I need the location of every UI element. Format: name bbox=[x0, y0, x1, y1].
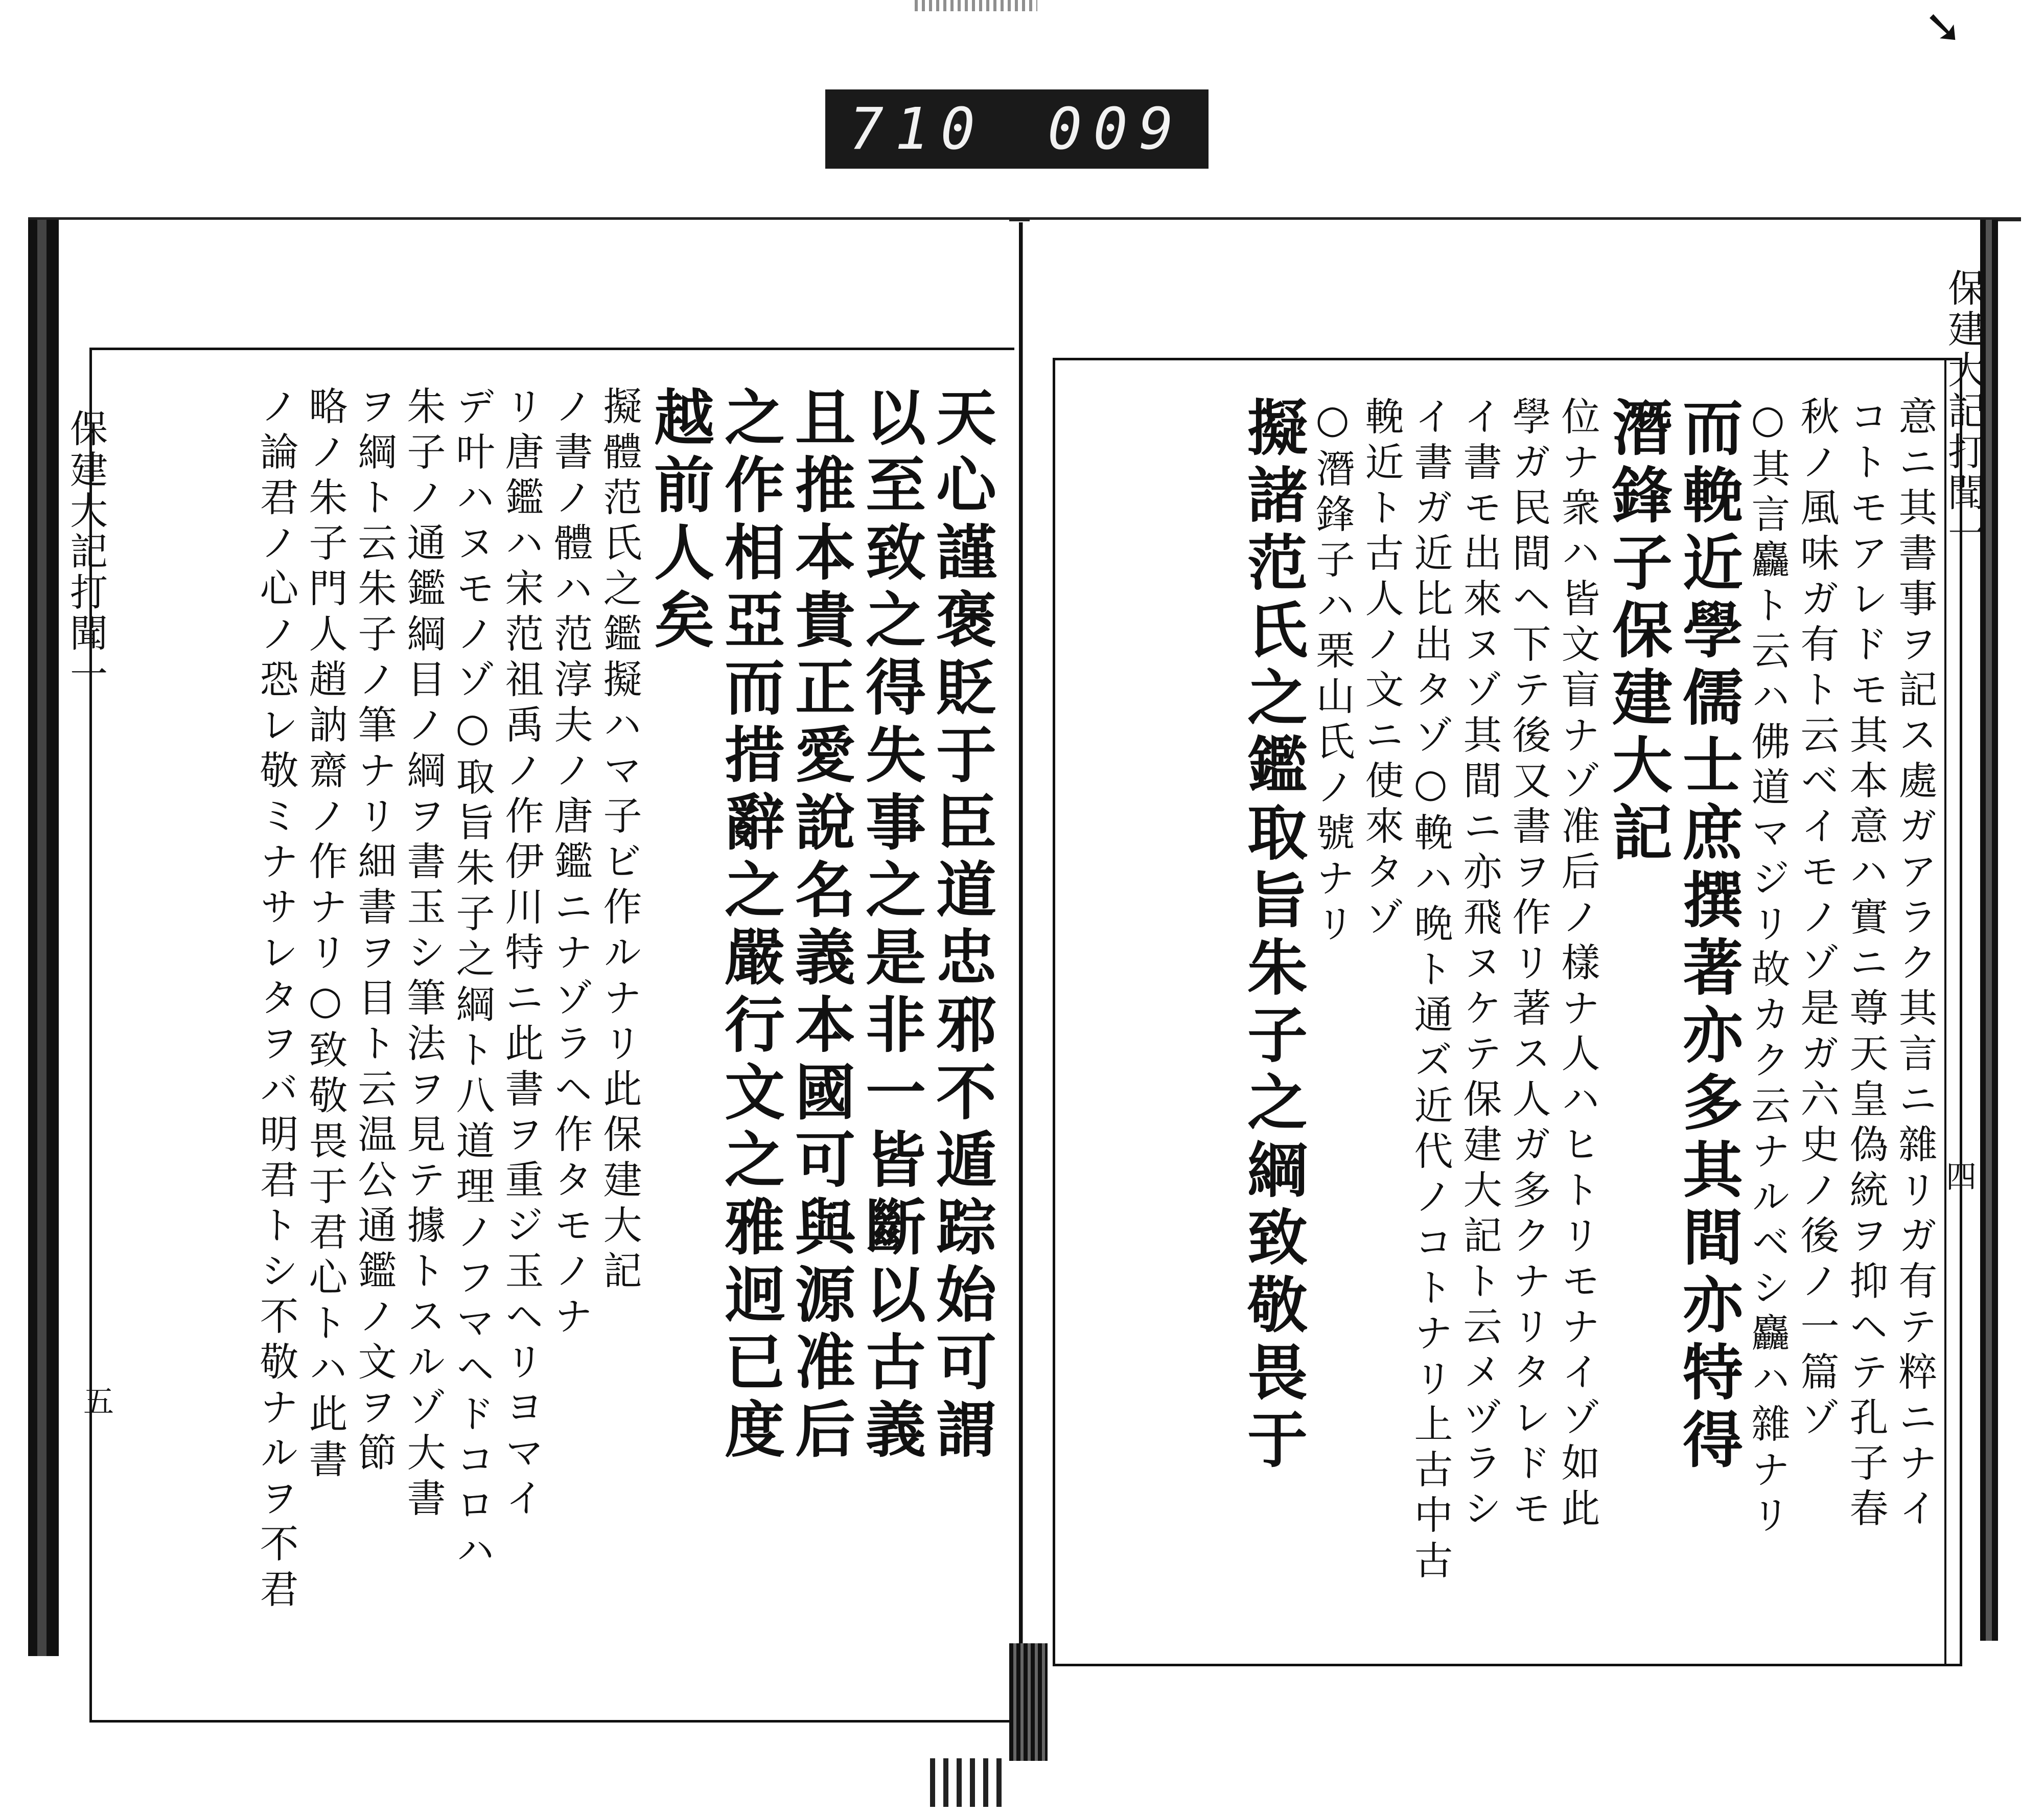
main-text-column: 而輓近學儒士庶撰著亦多其間亦特得 bbox=[1673, 396, 1744, 1476]
book-gutter bbox=[1014, 222, 1030, 1694]
main-text-column: 擬諸范氏之鑑取旨朱子之綱致敬畏于 bbox=[1237, 396, 1308, 1476]
commentary-column: 位ナ衆ハ皆文盲ナゾ准后ノ樣ナ人ハヒトリモナイゾ如此 bbox=[1555, 396, 1600, 1533]
commentary-column: 輓近ト古人ノ文ニ使來タゾ bbox=[1359, 396, 1404, 942]
main-text-column: 之作相亞而措辭之嚴行文之雅迥已度 bbox=[714, 386, 785, 1465]
main-text-column: 天心謹褒貶于臣道忠邪不遁踪始可謂 bbox=[926, 386, 997, 1465]
main-text-column: 越前人矣 bbox=[644, 386, 715, 656]
commentary-column: ヲ綱ト云朱子ノ筆ナリ細書ヲ目ト云温公通鑑ノ文ヲ節 bbox=[352, 386, 397, 1478]
commentary-column: リ唐鑑ハ宋范祖禹ノ作伊川特ニ此書ヲ重ジ玉ヘリヨマイ bbox=[499, 386, 544, 1523]
commentary-column: 朱子ノ通鑑綱目ノ綱ヲ書玉シ筆法ヲ見テ據トスルゾ大書 bbox=[401, 386, 446, 1523]
right-page bbox=[1030, 220, 1986, 1651]
main-text-column: 以至致之得失事之是非一皆斷以古義 bbox=[855, 386, 926, 1465]
binding-tassel bbox=[1009, 1643, 1048, 1761]
commentary-column: ○潛鋒子ハ栗山氏ノ號ナリ bbox=[1310, 396, 1355, 949]
page-header: 保建大記打聞一 bbox=[1942, 268, 1986, 555]
left-page bbox=[59, 220, 1009, 1651]
commentary-column: 擬體范氏之鑑擬ハマ子ビ作ルナリ此保建大記 bbox=[597, 386, 642, 1296]
commentary-column: ノ書ノ體ハ范淳夫ノ唐鑑ニナゾラヘ作タモノナ bbox=[548, 386, 593, 1341]
commentary-column: コトモアレドモ其本意ハ實ニ尊天皇偽統ヲ抑ヘテ孔子春 bbox=[1843, 396, 1889, 1533]
commentary-column: イ書ガ近比出タゾ○輓ハ晩ト通ズ近代ノコトナリ上古中古 bbox=[1408, 396, 1453, 1586]
commentary-column: イ書モ出來ヌゾ其間ニ亦飛ヌケテ保建大記ト云メヅラシ bbox=[1457, 396, 1502, 1533]
commentary-column: ノ論君ノ心ノ恐レ敬ミナサレタヲバ明君トシ不敬ナルヲ不君 bbox=[253, 386, 299, 1614]
text-frame bbox=[89, 348, 1019, 1723]
main-text-column: 潛鋒子保建大記 bbox=[1602, 396, 1673, 868]
film-label-right: 009 bbox=[1048, 96, 1185, 163]
commentary-column: デ叶ハヌモノゾ○取旨朱子之綱ト八道理ノフマヘドコロハ bbox=[450, 386, 495, 1575]
left-book-edge bbox=[28, 220, 59, 1656]
commentary-column: 秋ノ風味ガ有ト云ベイモノゾ是ガ六史ノ後ノ一篇ゾ bbox=[1794, 396, 1840, 1442]
commentary-column: 學ガ民間ヘ下テ後又書ヲ作リ著ス人ガ多クナリタレドモ bbox=[1506, 396, 1551, 1533]
main-text-column: 且推本貴正愛說名義本國可與源准后 bbox=[785, 386, 856, 1465]
corner-arrow-icon: ➘ bbox=[1924, 0, 1963, 54]
page-header: 保建大記打聞一 bbox=[64, 409, 108, 695]
film-label-left: 710 bbox=[849, 96, 986, 163]
top-edge-mark bbox=[915, 0, 1037, 11]
tassel-fringe bbox=[930, 1758, 1007, 1807]
commentary-column: 略ノ朱子門人趙訥齋ノ作ナリ○致敬畏于君心トハ此書 bbox=[303, 386, 348, 1484]
page-number: 四 bbox=[1941, 1160, 1977, 1191]
commentary-column: ○其言麤ト云ハ佛道マジリ故カク云ナルベシ麤ハ雜ナリ bbox=[1745, 396, 1791, 1540]
commentary-column: 意ニ其書事ヲ記ス處ガアラク其言ニ雜リガ有テ粹ニナイ bbox=[1892, 396, 1938, 1533]
text-frame bbox=[1053, 358, 1962, 1666]
film-frame-label bbox=[825, 89, 1209, 169]
page-number: 五 bbox=[78, 1385, 114, 1416]
